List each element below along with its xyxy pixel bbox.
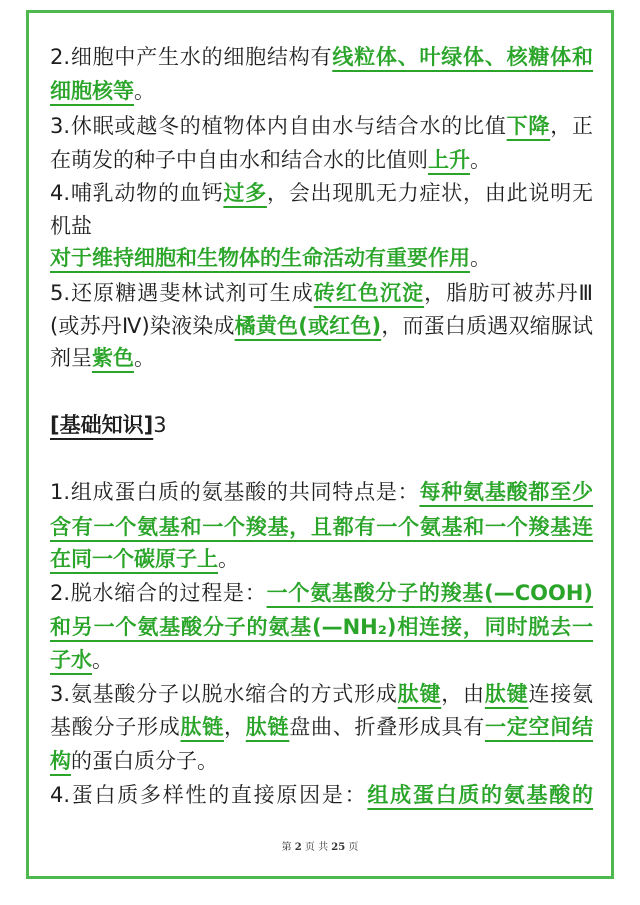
total-pages-number: 25 [331, 842, 346, 853]
body-text: 基酸分子形成 [50, 715, 181, 739]
body-text: ， [224, 715, 246, 739]
body-text: 4.蛋白质多样性的直接原因是： [50, 783, 368, 807]
body-text: ，由 [441, 682, 485, 706]
text-line [50, 241, 593, 275]
footer-label-page: 第 [281, 842, 292, 853]
answer-text: 在同一个碳原子上 [50, 547, 218, 571]
body-text: 。 [134, 79, 155, 103]
answer-text: 肽键 [397, 682, 442, 706]
section-heading-number: 3 [153, 413, 167, 437]
body-text: 。 [470, 246, 491, 270]
answer-text: 橘黄色(或红色) [234, 314, 382, 338]
answer-text: 上升 [428, 148, 470, 172]
text-line [50, 143, 593, 177]
answer-text: 和另一个氨基酸分子的氨基(—NH₂)相连接，同时脱去一 [50, 615, 593, 639]
answer-text: 组成蛋白质的氨基酸的 [367, 783, 593, 807]
body-text: (或苏丹Ⅳ)染液染成 [50, 314, 235, 338]
text-line [50, 677, 593, 711]
answer-text: 构 [50, 749, 71, 773]
body-text: 2.细胞中产生水的细胞结构有 [50, 45, 333, 69]
body-text: 在萌发的种子中自由水和结合水的比值则 [50, 148, 428, 172]
answer-text: 细胞核等 [50, 79, 134, 103]
body-text: 2.脱水缩合的过程是： [50, 581, 267, 605]
answer-text: 一个氨基酸分子的羧基(—COOH) [266, 581, 593, 605]
answer-text: 紫色 [92, 346, 134, 370]
answer-text: 子水 [50, 648, 92, 672]
answer-text: 一定空间结 [485, 715, 593, 739]
body-text: ，脂肪可被苏丹Ⅲ [424, 281, 593, 305]
text-line [50, 40, 593, 74]
text-line [50, 744, 593, 778]
answer-text: 线粒体、叶绿体、核糖体和 [332, 45, 593, 69]
body-text: ，而蛋白质遇双缩脲试 [381, 314, 593, 338]
answer-text: 每种氨基酸都至少 [419, 480, 593, 504]
body-text: ，正 [550, 114, 593, 138]
body-text: 盘曲、折叠形成具有 [289, 715, 485, 739]
body-text: 。 [92, 648, 113, 672]
answer-text: 砖红色沉淀 [313, 281, 425, 305]
text-line [50, 510, 593, 544]
text-line [50, 542, 593, 576]
footer-label-page-unit: 页 [304, 842, 315, 853]
body-text: 。 [218, 547, 239, 571]
body-text: 5.还原糖遇斐林试剂可生成 [50, 281, 314, 305]
body-text: 的蛋白质分子。 [71, 749, 218, 773]
footer-label-total-unit: 页 [348, 842, 359, 853]
body-text: 。 [134, 346, 155, 370]
answer-text: 过多 [223, 181, 267, 205]
body-text: 1.组成蛋白质的氨基酸的共同特点是： [50, 480, 420, 504]
body-text: 3.氨基酸分子以脱水缩合的方式形成 [50, 682, 398, 706]
body-text: 3.休眠或越冬的植物体内自由水与结合水的比值 [50, 114, 507, 138]
text-line [50, 176, 593, 210]
footer-label-of: 共 [318, 842, 329, 853]
answer-text: 肽链 [180, 715, 224, 739]
body-text: 4.哺乳动物的血钙 [50, 181, 224, 205]
body-text: 连接氨 [528, 682, 593, 706]
page-footer [0, 840, 640, 856]
text-line [50, 309, 593, 343]
text-line [50, 610, 593, 644]
section-heading-label: [基础知识] [50, 413, 154, 437]
body-text: ，会出现肌无力症状，由此说明无 [266, 181, 593, 205]
text-line [50, 710, 593, 744]
text-line [50, 778, 593, 812]
text-line [50, 643, 593, 677]
answer-text: 肽键 [484, 682, 529, 706]
answer-text: 下降 [506, 114, 551, 138]
text-line [50, 475, 593, 509]
section-heading [50, 408, 593, 442]
answer-text: 肽链 [245, 715, 290, 739]
current-page-number: 2 [294, 842, 302, 853]
text-line [50, 341, 593, 375]
text-line [50, 209, 593, 243]
text-line [50, 276, 593, 310]
text-line [50, 74, 593, 108]
text-line [50, 576, 593, 610]
text-line [50, 109, 593, 143]
answer-text: 对于维持细胞和生物体的生命活动有重要作用 [50, 246, 470, 270]
body-text: 剂呈 [50, 346, 92, 370]
body-text: 。 [470, 148, 491, 172]
answer-text: 含有一个氨基和一个羧基，且都有一个氨基和一个羧基连 [50, 515, 593, 539]
body-text: 机盐 [50, 214, 92, 238]
